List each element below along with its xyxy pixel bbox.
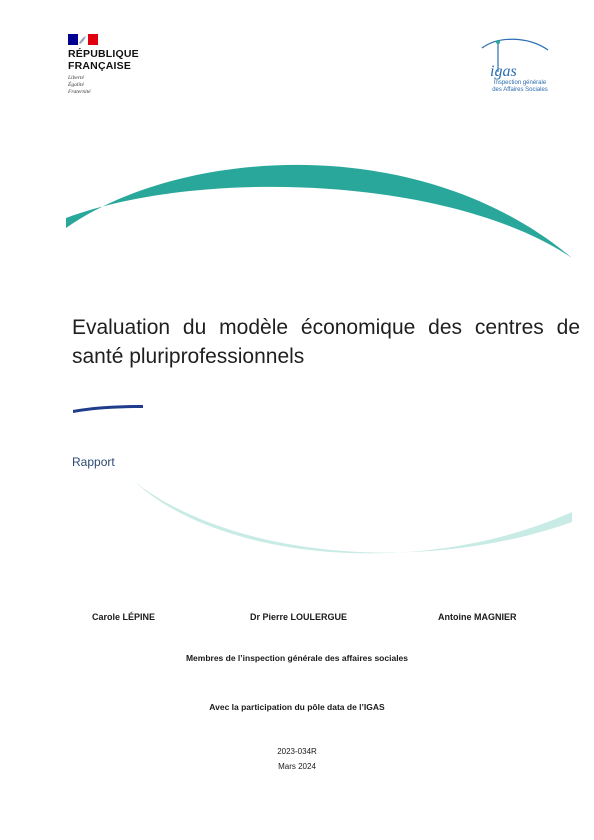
bottom-light-arc [135,482,572,553]
igas-subtitle-line2: des Affaires Sociales [492,87,548,93]
navy-underline [73,405,143,413]
author-name: Antoine MAGNIER [438,612,517,622]
report-type-label: Rapport [72,455,115,469]
report-date: Mars 2024 [278,762,316,771]
participation-line: Avec la participation du pôle data de l’IGAS [209,702,385,712]
report-number: 2023-034R [277,747,317,756]
svg-text:igas: igas [490,63,517,80]
members-line: Membres de l’inspection générale des affaires sociales [185,653,409,663]
author-name: Carole LÉPINE [92,612,156,622]
motto-liberte: Liberté [68,75,84,81]
francaise-label: FRANÇAISE [68,60,132,72]
republique-label: RÉPUBLIQUE [68,48,139,60]
report-title: Evaluation du modèle économique des centres de santé pluriprofessionnels [72,316,580,368]
author-name: Dr Pierre LOULERGUE [250,612,348,622]
motto-fraternite: Fraternité [68,89,91,95]
top-teal-arc [66,165,572,258]
motto-egalite: Égalité [68,82,84,88]
igas-subtitle-line1: Inspection générale [493,80,547,86]
